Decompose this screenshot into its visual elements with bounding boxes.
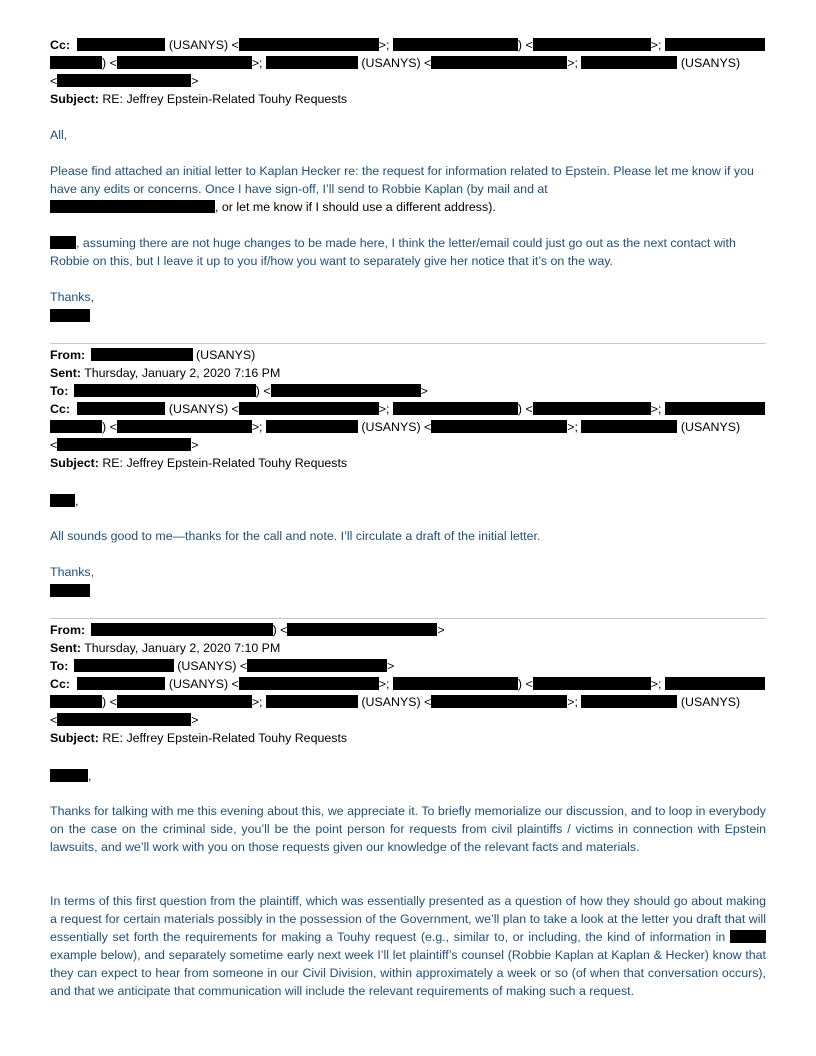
cc-line-2 xyxy=(50,693,766,711)
cc-fragment: < xyxy=(50,438,58,452)
cc-fragment: >; xyxy=(650,402,662,416)
sent-value: Thursday, January 2, 2020 7:10 PM xyxy=(84,641,281,655)
cc-label: Cc: xyxy=(50,38,70,52)
cc-fragment: (USANYS) < xyxy=(361,56,432,70)
redaction xyxy=(50,236,76,249)
to-label: To: xyxy=(50,659,69,673)
redaction xyxy=(117,695,252,708)
email1-greeting: All, xyxy=(50,128,68,142)
redaction xyxy=(393,402,518,415)
email1-signoff: Thanks, xyxy=(50,290,95,304)
to-fragment: > xyxy=(387,659,395,673)
redaction xyxy=(50,584,90,597)
redaction xyxy=(431,56,567,69)
cc-line-2 xyxy=(50,418,766,436)
cc-fragment: ) < xyxy=(102,420,117,434)
to-line xyxy=(50,382,766,400)
redaction xyxy=(50,695,102,708)
from-label: From: xyxy=(50,348,86,362)
redaction xyxy=(50,769,88,782)
redaction xyxy=(239,38,379,51)
redaction xyxy=(74,384,256,397)
sent-line xyxy=(50,364,766,382)
email1-paragraph-2 xyxy=(50,234,766,270)
cc-line-2 xyxy=(50,54,766,72)
cc-fragment: >; xyxy=(567,695,578,709)
redaction xyxy=(266,420,358,433)
to-fragment: > xyxy=(420,384,428,398)
to-label: To: xyxy=(50,384,69,398)
cc-fragment: >; xyxy=(650,677,662,691)
redaction xyxy=(239,402,379,415)
email3-p2-tail: example below), and separately sometime early next week I’ll let plaintiff’s counsel (Robbie Kaplan at Kaplan & Hecker) know that they can expect to hear from someone in our Civil Division, within approximately a week or so (of when that conversation occurs), and that we anticipate that communication will include the relevant requirements of making such a request. xyxy=(50,948,766,998)
subject-line xyxy=(50,729,766,747)
email3-paragraph-1: Thanks for talking with me this evening about this, we appreciate it. To briefly memorialize our discussion, and to loop in everybody on the case on the criminal side, you’ll be the point person for requests from civil plaintiffs / victims in connection with Epstein lawsuits, and we’ll work with you on those requests given our knowledge of the relevant facts and materials. xyxy=(50,804,766,854)
redaction xyxy=(50,494,75,507)
cc-fragment: (USANYS) < xyxy=(168,677,239,691)
cc-fragment: > xyxy=(191,74,199,88)
redaction xyxy=(287,623,437,636)
redaction xyxy=(533,38,651,51)
to-fragment: ) < xyxy=(255,384,271,398)
redaction xyxy=(50,56,102,69)
cc-fragment: >; xyxy=(251,695,263,709)
subject-line xyxy=(50,90,766,108)
cc-fragment: >; xyxy=(650,38,662,52)
cc-label: Cc: xyxy=(50,677,70,691)
cc-fragment: < xyxy=(50,74,58,88)
redaction xyxy=(117,420,252,433)
redaction xyxy=(247,659,387,672)
email2-signoff: Thanks, xyxy=(50,565,95,579)
redaction xyxy=(665,38,765,51)
email1-p1-text: Please find attached an initial letter to Kaplan Hecker re: the request for information related to Epstein. Please let me know if you have any edits or concerns. Once I have sign-off, I’ll send to Robbie Kaplan (by mail and at xyxy=(50,164,754,196)
email2-signature xyxy=(50,584,766,598)
email3-paragraph-2 xyxy=(50,892,766,1000)
redaction xyxy=(271,384,421,397)
email1-p2-text: , assuming there are not huge changes to be made here, I think the letter/email could just go out as the next contact with Robbie on this, but I leave it up to you if/how you want to separately give her notice that it’s on the way. xyxy=(50,236,736,268)
cc-label: Cc: xyxy=(50,402,70,416)
subject-text: RE: Jeffrey Epstein-Related Touhy Requests xyxy=(102,456,348,470)
redaction xyxy=(50,309,90,322)
redaction xyxy=(581,420,677,433)
redaction xyxy=(393,677,518,690)
cc-fragment: > xyxy=(191,713,199,727)
redaction xyxy=(266,56,358,69)
redaction xyxy=(50,420,102,433)
subject-text: RE: Jeffrey Epstein-Related Touhy Requests xyxy=(102,731,348,745)
redaction xyxy=(57,713,191,726)
sent-label: Sent: xyxy=(50,641,81,655)
to-fragment: (USANYS) < xyxy=(177,659,248,673)
redaction xyxy=(117,56,252,69)
redaction xyxy=(581,695,677,708)
subject-line xyxy=(50,454,766,472)
email3-greeting xyxy=(50,767,766,785)
cc-fragment: ) < xyxy=(102,56,117,70)
email1-signature xyxy=(50,309,766,323)
from-fragment: > xyxy=(437,623,445,637)
cc-fragment: (USANYS) < xyxy=(361,420,432,434)
cc-fragment: > xyxy=(191,438,199,452)
cc-fragment: (USANYS) xyxy=(680,695,741,709)
sent-line xyxy=(50,639,766,657)
cc-line-1 xyxy=(50,36,766,54)
sent-value: Thursday, January 2, 2020 7:16 PM xyxy=(84,366,281,380)
redaction xyxy=(91,623,273,636)
cc-fragment: >; xyxy=(251,420,263,434)
redaction xyxy=(77,402,165,415)
email2-body: All sounds good to me—thanks for the call and note. I’ll circulate a draft of the initial letter. xyxy=(50,529,541,543)
cc-fragment: (USANYS) < xyxy=(168,402,239,416)
redaction xyxy=(91,348,193,361)
cc-fragment: (USANYS) < xyxy=(168,38,239,52)
email3-header xyxy=(50,621,766,747)
cc-line-3 xyxy=(50,711,766,729)
separator xyxy=(50,343,766,344)
redaction xyxy=(533,402,651,415)
cc-fragment: (USANYS) < xyxy=(361,695,432,709)
cc-line-1 xyxy=(50,400,766,418)
redaction xyxy=(730,930,766,943)
cc-fragment: >; xyxy=(567,420,578,434)
from-line xyxy=(50,346,766,364)
redaction xyxy=(665,402,765,415)
redaction xyxy=(431,420,567,433)
greeting-comma: , xyxy=(75,494,79,508)
redaction xyxy=(74,659,174,672)
redaction xyxy=(266,695,358,708)
redaction xyxy=(77,38,165,51)
redaction xyxy=(431,695,567,708)
from-fragment: ) < xyxy=(272,623,288,637)
greeting-comma: , xyxy=(88,769,92,783)
sent-label: Sent: xyxy=(50,366,81,380)
cc-fragment: >; xyxy=(567,56,578,70)
subject-text: RE: Jeffrey Epstein-Related Touhy Requests xyxy=(102,92,348,106)
redaction xyxy=(581,56,677,69)
cc-line-1 xyxy=(50,675,766,693)
cc-line-3 xyxy=(50,72,766,90)
redaction xyxy=(393,38,518,51)
cc-fragment: >; xyxy=(378,402,390,416)
to-line xyxy=(50,657,766,675)
from-line xyxy=(50,621,766,639)
separator xyxy=(50,618,766,619)
redaction xyxy=(665,677,765,690)
email3-p2-text: In terms of this first question from the plaintiff, which was essentially presented as a question of how they should go about making a request for certain materials possibly in the possession of the Government, we’ll plan to take a look at the letter you draft that will essentially set forth the requirements for making a Touhy request (e.g., similar to, or including, the kind of information in xyxy=(50,894,766,944)
from-label: From: xyxy=(50,623,86,637)
cc-fragment: ) < xyxy=(517,677,533,691)
cc-fragment: ) < xyxy=(517,38,533,52)
redaction xyxy=(57,438,191,451)
email1-p1-tail: , or let me know if I should use a different address). xyxy=(215,200,496,214)
subject-label: Subject: xyxy=(50,731,99,745)
email1-header xyxy=(50,36,766,108)
email1-paragraph-1 xyxy=(50,162,766,216)
cc-fragment: ) < xyxy=(517,402,533,416)
subject-label: Subject: xyxy=(50,456,99,470)
cc-fragment: < xyxy=(50,713,58,727)
subject-label: Subject: xyxy=(50,92,99,106)
cc-fragment: >; xyxy=(251,56,263,70)
email2-greeting xyxy=(50,492,766,510)
redaction xyxy=(77,677,165,690)
email2-header xyxy=(50,346,766,472)
redaction xyxy=(239,677,379,690)
redaction xyxy=(533,677,651,690)
cc-fragment: >; xyxy=(378,38,390,52)
cc-fragment: (USANYS) xyxy=(680,56,741,70)
cc-fragment: >; xyxy=(378,677,390,691)
from-fragment: (USANYS) xyxy=(196,348,256,362)
cc-fragment: ) < xyxy=(102,695,117,709)
cc-fragment: (USANYS) xyxy=(680,420,741,434)
redaction xyxy=(57,74,191,87)
cc-line-3 xyxy=(50,436,766,454)
redaction xyxy=(50,200,215,213)
